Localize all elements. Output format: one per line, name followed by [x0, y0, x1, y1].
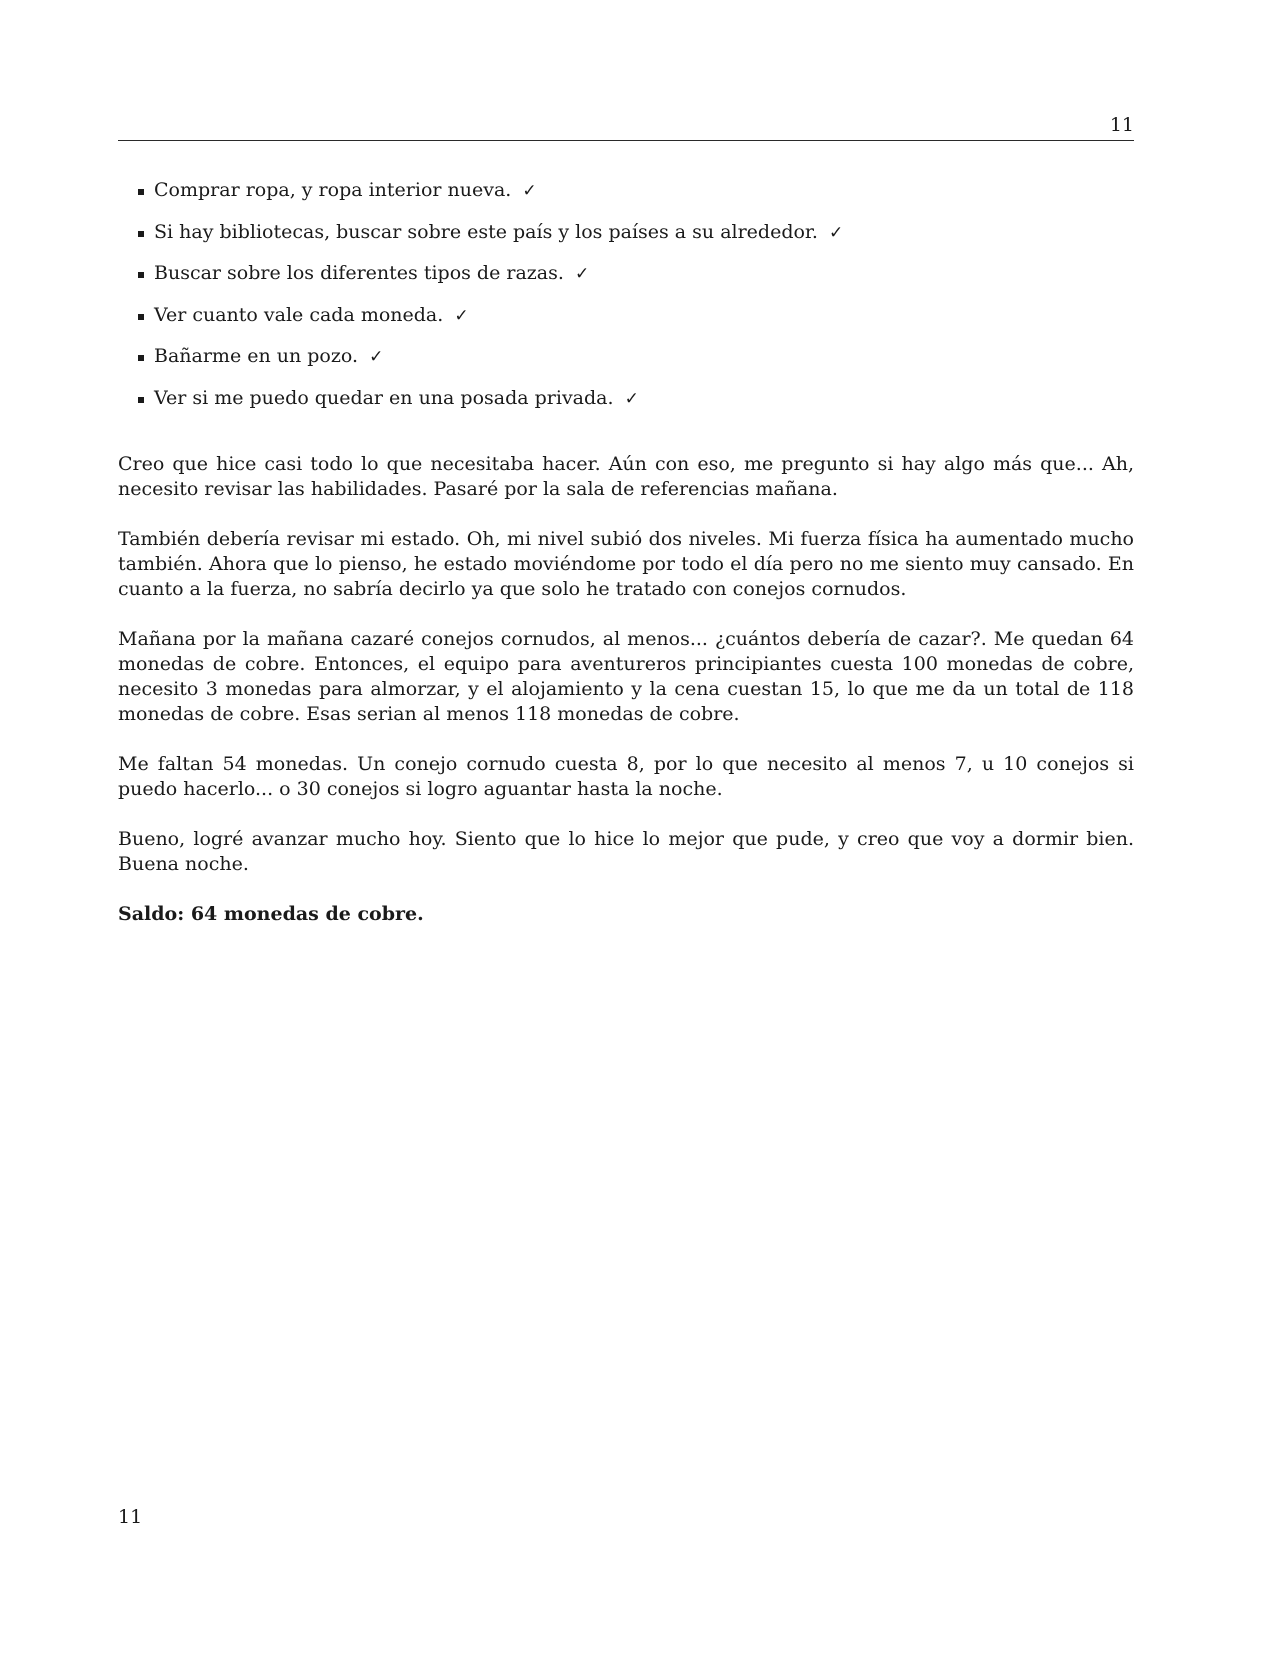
- body-text: [118, 452, 1134, 927]
- body-paragraph: Creo que hice casi todo lo que necesitaba hacer. Aún con eso, me pregunto si hay algo más que... Ah, necesito revisar las habilidades. Pasaré por la sala de referencias mañana.: [118, 452, 1134, 500]
- checkmark-icon: ✓: [454, 305, 469, 326]
- square-bullet-icon: [138, 397, 144, 403]
- body-paragraph: También debería revisar mi estado. Oh, mi nivel subió dos niveles. Mi fuerza física ha aumentado mucho también. Ahora que lo pienso, he estado moviéndome por todo el día pero no me siento muy cansado. En cuanto a la fuerza, no sabría decirlo ya que solo he tratado con conejos cornudos.: [118, 527, 1134, 600]
- checklist-item-text: Ver cuanto vale cada moneda.: [154, 303, 444, 326]
- square-bullet-icon: [138, 355, 144, 361]
- header-page-number: 11: [1109, 114, 1134, 136]
- checklist-item-text: Buscar sobre los diferentes tipos de razas.: [154, 262, 564, 284]
- body-paragraph: Me faltan 54 monedas. Un conejo cornudo cuesta 8, por lo que necesito al menos 7, u 10 conejos si puedo hacerlo... o 30 conejos si logro aguantar hasta la noche.: [118, 752, 1134, 800]
- checklist-item: [154, 302, 1134, 328]
- checklist-item-text: Ver si me puedo quedar en una posada privada.: [154, 386, 614, 409]
- square-bullet-icon: [138, 314, 144, 320]
- checkmark-icon: ✓: [522, 181, 537, 201]
- checkmark-icon: ✓: [369, 347, 384, 367]
- checklist-item: [154, 260, 1134, 286]
- balance-line: Saldo: 64 monedas de cobre.: [118, 902, 424, 925]
- checkmark-icon: ✓: [574, 264, 590, 284]
- body-paragraph: Mañana por la mañana cazaré conejos cornudos, al menos... ¿cuántos debería de cazar?. Me quedan 64 monedas de cobre. Entonces, el equipo para aventureros principiantes cuesta 100 monedas de cobre, necesito 3 monedas para almorzar, y el alojamiento y la cena cuestan 15, lo que me da un total de 118 monedas de cobre. Esas serian al menos 118 monedas de cobre.: [118, 627, 1134, 725]
- checklist-item: [154, 385, 1134, 411]
- square-bullet-icon: [138, 272, 144, 278]
- footer-page-number: 11: [118, 1506, 143, 1528]
- task-checklist: [118, 177, 1134, 411]
- checklist-item: [154, 177, 1134, 203]
- square-bullet-icon: [138, 231, 144, 237]
- checklist-item: [154, 343, 1134, 369]
- page-header: [118, 108, 1134, 141]
- checklist-item-text: Si hay bibliotecas, buscar sobre este país y los países a su alrededor.: [154, 220, 818, 243]
- square-bullet-icon: [138, 189, 144, 195]
- page-content: [118, 177, 1134, 927]
- checkmark-icon: ✓: [624, 388, 639, 409]
- checkmark-icon: ✓: [829, 222, 844, 243]
- checklist-item-text: Bañarme en un pozo.: [154, 345, 359, 367]
- body-paragraph: Bueno, logré avanzar mucho hoy. Siento que lo hice lo mejor que pude, y creo que voy a dormir bien. Buena noche.: [118, 827, 1134, 875]
- checklist-item-text: Comprar ropa, y ropa interior nueva.: [154, 179, 512, 201]
- checklist-item: [154, 219, 1134, 245]
